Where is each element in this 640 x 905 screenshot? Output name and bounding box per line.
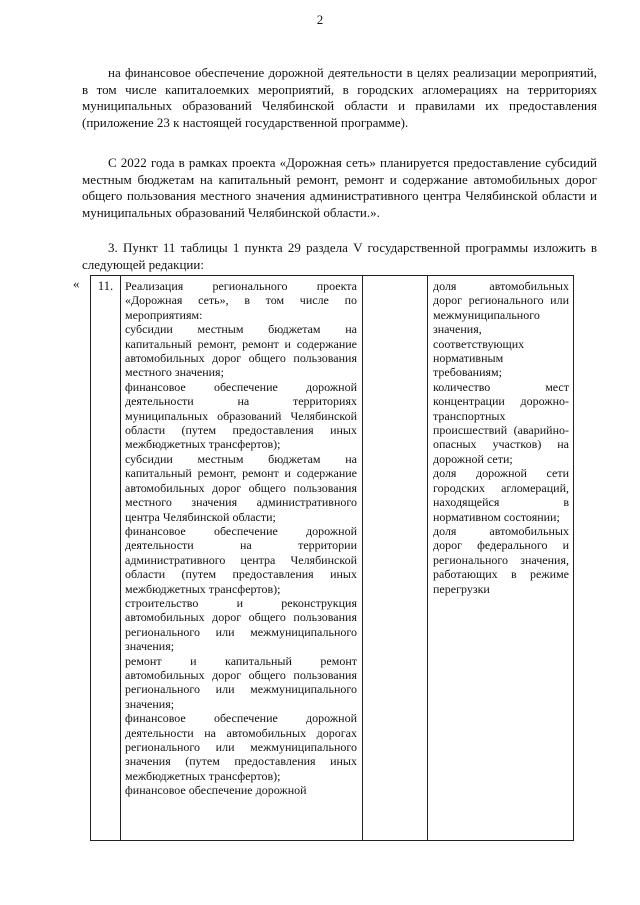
indicator-item: доля автомобильных дорог федерального и регионального значения, работающих в режиме перегрузки (433, 523, 569, 596)
table-divider-3 (427, 276, 428, 840)
paragraph-2: С 2022 года в рамках проекта «Дорожная сеть» планируется предоставление субсидий местным бюджетам на капитальный ремонт, ремонт и содержание автомобильных дорог общего пользования местного значения административного центра Челябинской области и муниципальных образований Челябинской области.». (82, 155, 597, 220)
indicator-item: доля дорожной сети городских агломераций, находящейся в нормативном состоянии; (433, 466, 569, 524)
open-quote: « (73, 276, 80, 291)
measures-cell (125, 279, 357, 798)
measure-item: финансовое обеспечение дорожной деятельности на территории административного центра Челябинской области (путем предоставления иных межбюджетных трансфертов); (125, 523, 357, 596)
measure-item: строительство и реконструкция автомобильных дорог общего пользования регионального или межмуниципального значения; (125, 595, 357, 654)
measure-item: субсидии местным бюджетам на капитальный ремонт, ремонт и содержание автомобильных дорог общего пользования местного значения административного центра Челябинской области; (125, 451, 357, 524)
program-table (90, 275, 574, 841)
page-number: 2 (316, 12, 324, 27)
measure-item: финансовое обеспечение дорожной деятельности на автомобильных дорогах регионального или межмуниципального значения (путем предоставления иных межбюджетных трансфертов); (125, 711, 357, 783)
indicator-item: количество мест концентрации дорожно-транспортных происшествий (аварийно-опасных участков) на дорожной сети; (433, 379, 569, 466)
measure-item: Реализация регионального проекта «Дорожная сеть», в том числе по мероприятиям: (125, 279, 357, 322)
paragraph-1: на финансовое обеспечение дорожной деятельности в целях реализации мероприятий, в том числе капиталоемких мероприятий, в городских агломерациях на территориях муниципальных образований Челябинской области и правилами их предоставления (приложение 23 к настоящей государственной программе). (82, 65, 597, 130)
paragraph-3: 3. Пункт 11 таблицы 1 пункта 29 раздела V государственной программы изложить в следующей редакции: (82, 240, 597, 272)
indicators-cell (433, 279, 569, 596)
measure-item: ремонт и капитальный ремонт автомобильных дорог общего пользования регионального или межмуниципального значения; (125, 653, 357, 711)
indicator-item: доля автомобильных дорог регионального или межмуниципального значения, соответствующих нормативным требованиям; (433, 279, 569, 380)
measure-item: финансовое обеспечение дорожной деятельности на территориях муниципальных образований Челябинской области (путем предоставления иных межбюджетных трансфертов); (125, 379, 357, 452)
table-divider-1 (120, 276, 121, 840)
row-number: 11. (97, 279, 114, 293)
table-divider-2 (362, 276, 363, 840)
measure-item: финансовое обеспечение дорожной (125, 783, 307, 798)
measure-item: субсидии местным бюджетам на капитальный ремонт, ремонт и содержание автомобильных дорог общего пользования местного значения; (125, 322, 357, 380)
